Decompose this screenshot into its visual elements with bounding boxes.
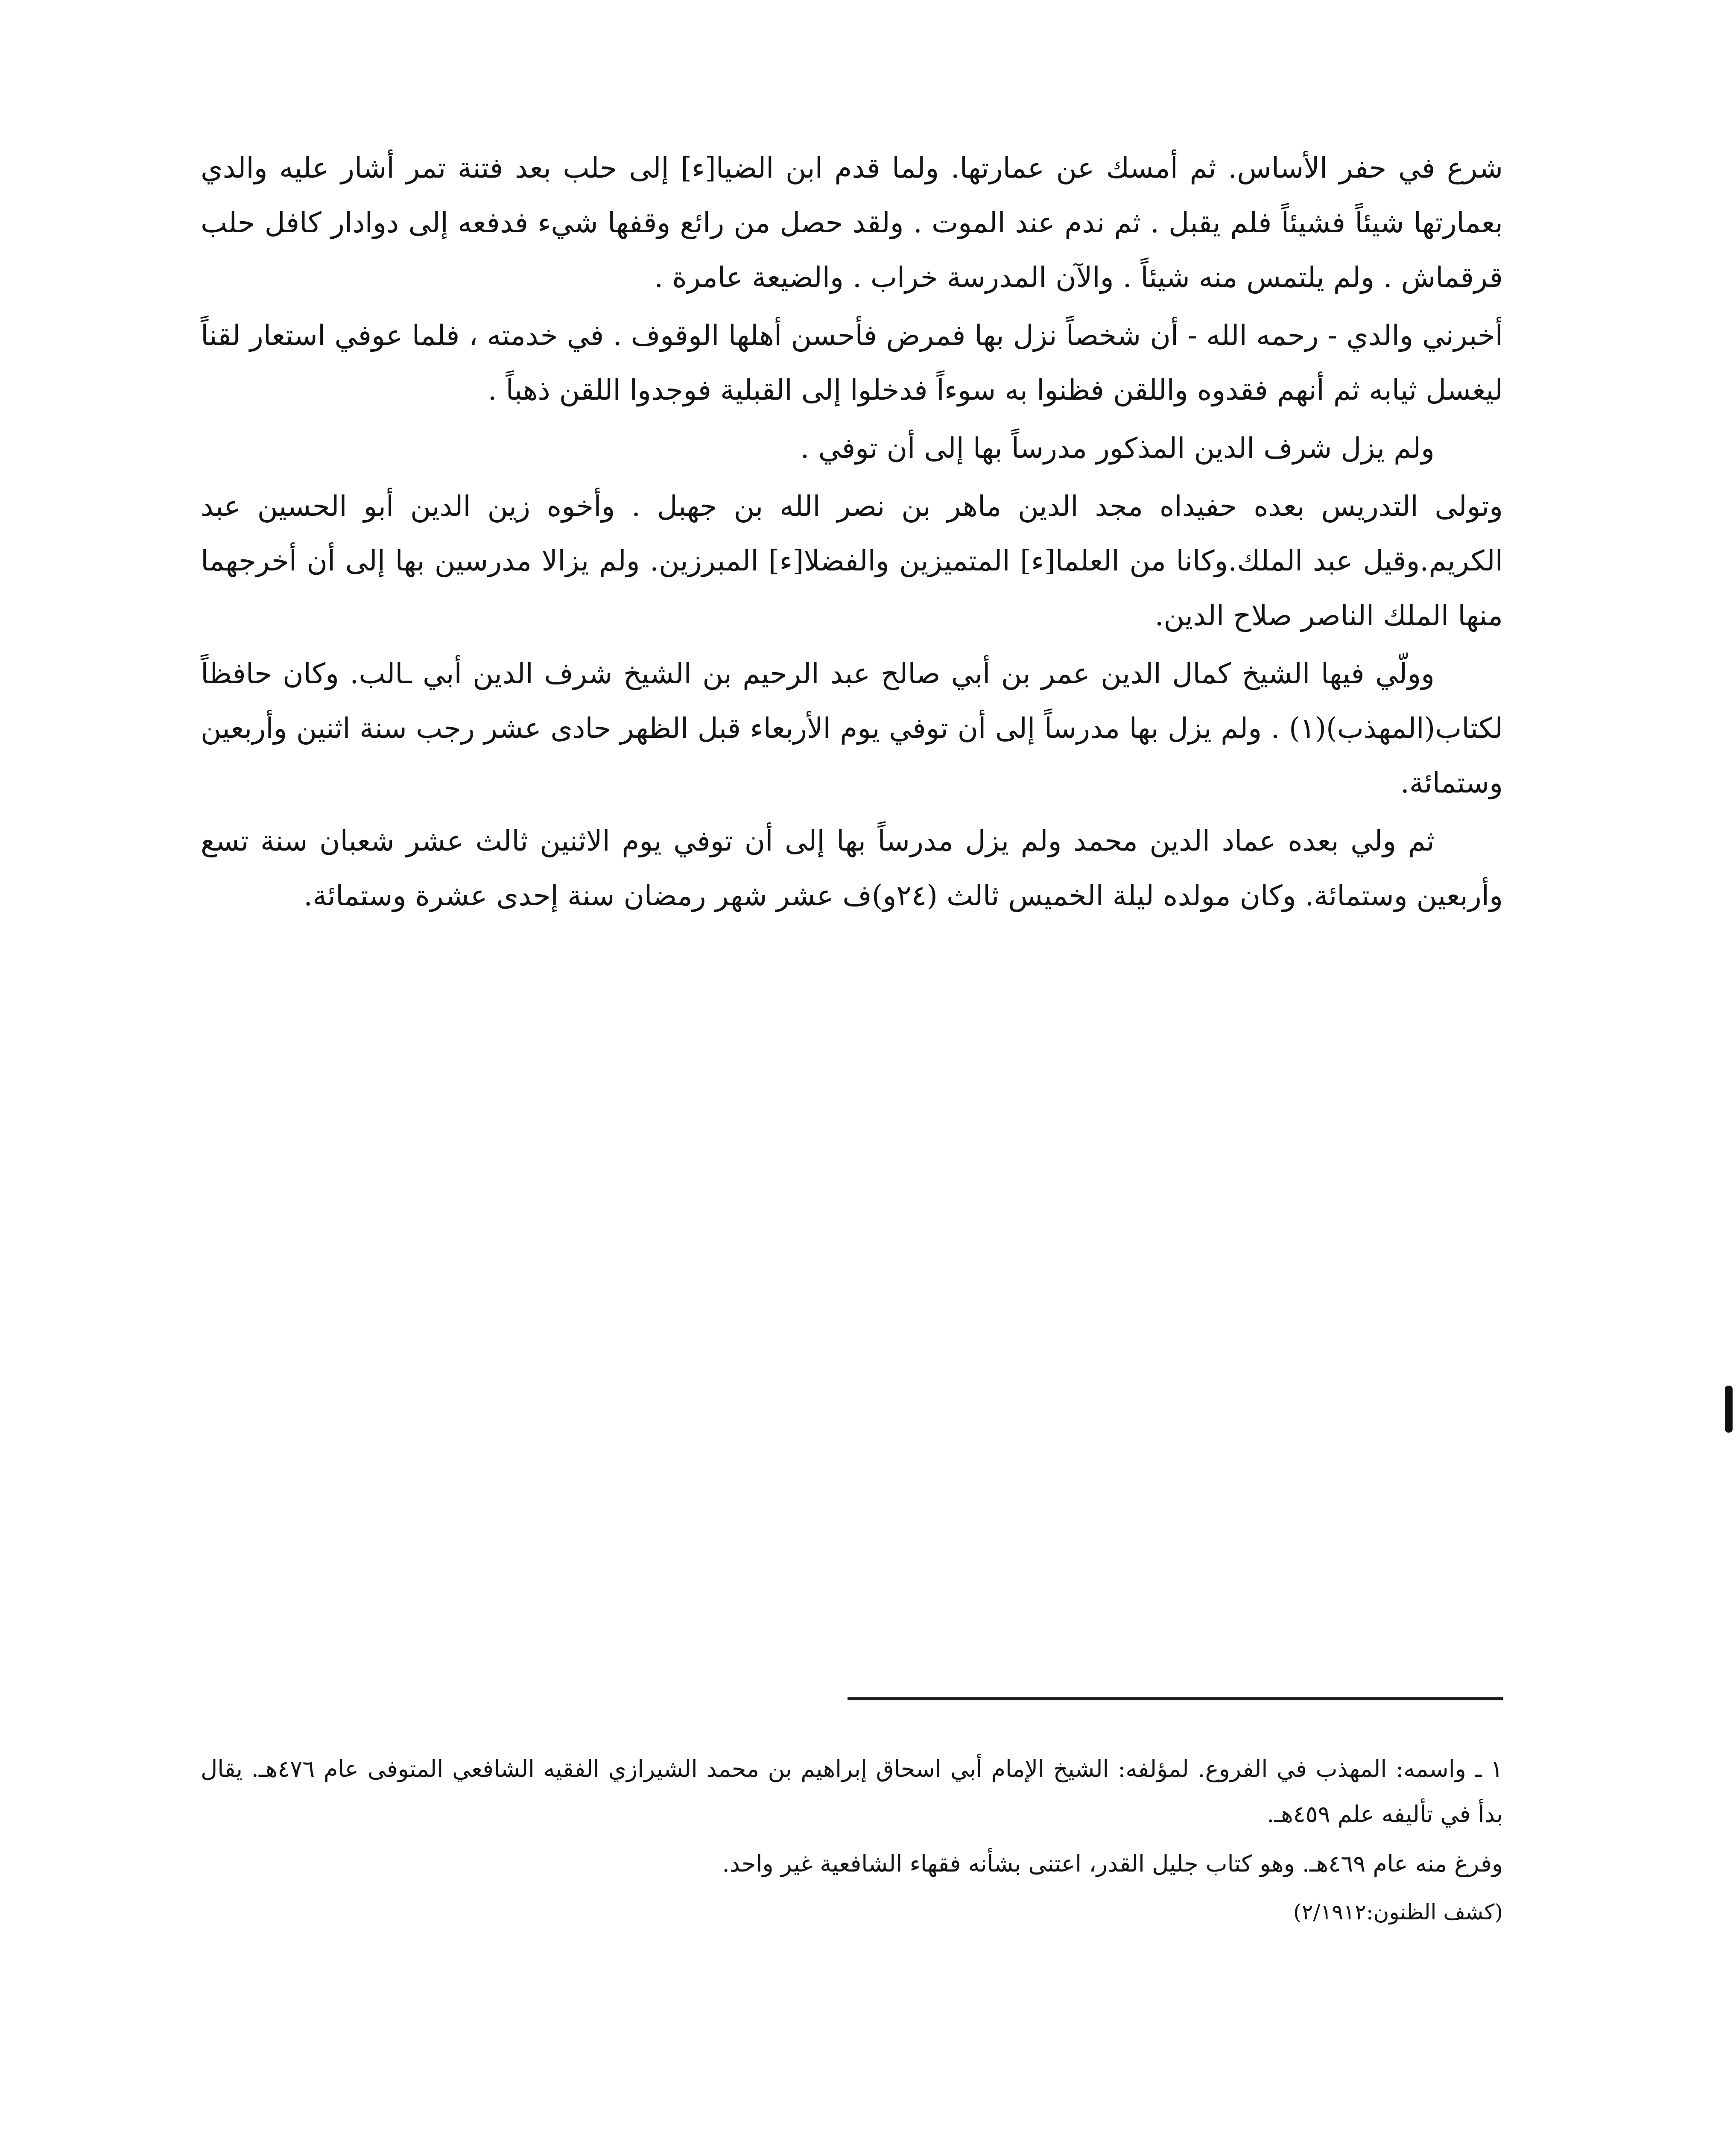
paragraph-grandsons-teaching: وتولى التدريس بعده حفيداه مجد الدين ماهر بن نصر الله بن جهبل . وأخوه زين الدين أبو الحسين عبد الكريم.وقيل عبد الملك.وكانا من العلما[ء] المتميزين والفضلا[ء] المبرزين. ولم يزالا مدرسين بها إلى أن أخرجهما منها الملك الناصر صلاح الدين. (201, 490, 1503, 632)
footnote-separator-rule (848, 1697, 1503, 1700)
paragraph-school-ruin: شرع في حفر الأساس. ثم أمسك عن عمارتها. ولما قدم ابن الضيا[ء] إلى حلب بعد فتنة تمر أشار عليه والدي بعمارتها شيئاً فشيئاً فلم يقبل . ثم ندم عند الموت . ولقد حصل من رائع وقفها شيء فدفعه إلى دوادار كافل حلب قرقماش . ولم يلتمس منه شيئاً . والآن المدرسة خراب . والضيعة عامرة . (201, 152, 1503, 294)
paragraph-imad-al-din: ثم ولي بعده عماد الدين محمد ولم يزل مدرساً بها إلى أن توفي يوم الاثنين ثالث عشر شعبان سنة تسع وأربعين وستمائة. وكان مولده ليلة الخميس ثالث (٢٤و)ف عشر شهر رمضان سنة إحدى عشرة وستمائة. (201, 825, 1503, 912)
paragraph-sharaf-al-din: ولم يزل شرف الدين المذكور مدرساً بها إلى أن توفي . (800, 432, 1435, 465)
paragraph-father-anecdote: أخبرني والدي - رحمه الله - أن شخصاً نزل بها فمرض فأحسن أهلها الوقوف . في خدمته ، فلما عوفي استعار لقناً ليغسل ثيابه ثم أنهم فقدوه واللقن فظنوا به سوءاً فدخلوا إلى القبلية فوجدوا اللقن ذهباً . (201, 319, 1503, 407)
scan-edge-mark (1725, 1386, 1733, 1433)
main-text-block (201, 141, 1503, 927)
footnote-1-continuation: وفرغ منه عام ٤٦٩هـ. وهو كتاب جليل القدر، اعتنى بشأنه فقهاء الشافعية غير واحد. (722, 1850, 1503, 1877)
footnote-1-text: ١ ـ واسمه: المهذب في الفروع. لمؤلفه: الشيخ الإمام أبي اسحاق إبراهيم بن محمد الشيرازي الفقيه الشافعي المتوفى عام ٤٧٦هـ. يقال بدأ في تأليفه علم ٤٥٩هـ. (201, 1755, 1503, 1828)
footnote-1-reference: (كشف الظنون:٢/١٩١٢) (1293, 1900, 1503, 1924)
footnotes-block (201, 1746, 1503, 1933)
paragraph-kamal-al-din: وولّي فيها الشيخ كمال الدين عمر بن أبي صالح عبد الرحيم بن الشيخ شرف الدين أبي ⁠ـالب. وكان حافظاً لكتاب(المهذب)(١) . ولم يزل بها مدرساً إلى أن توفي يوم الأربعاء قبل الظهر حادى عشر رجب سنة اثنين وأربعين وستمائة. (201, 657, 1503, 799)
